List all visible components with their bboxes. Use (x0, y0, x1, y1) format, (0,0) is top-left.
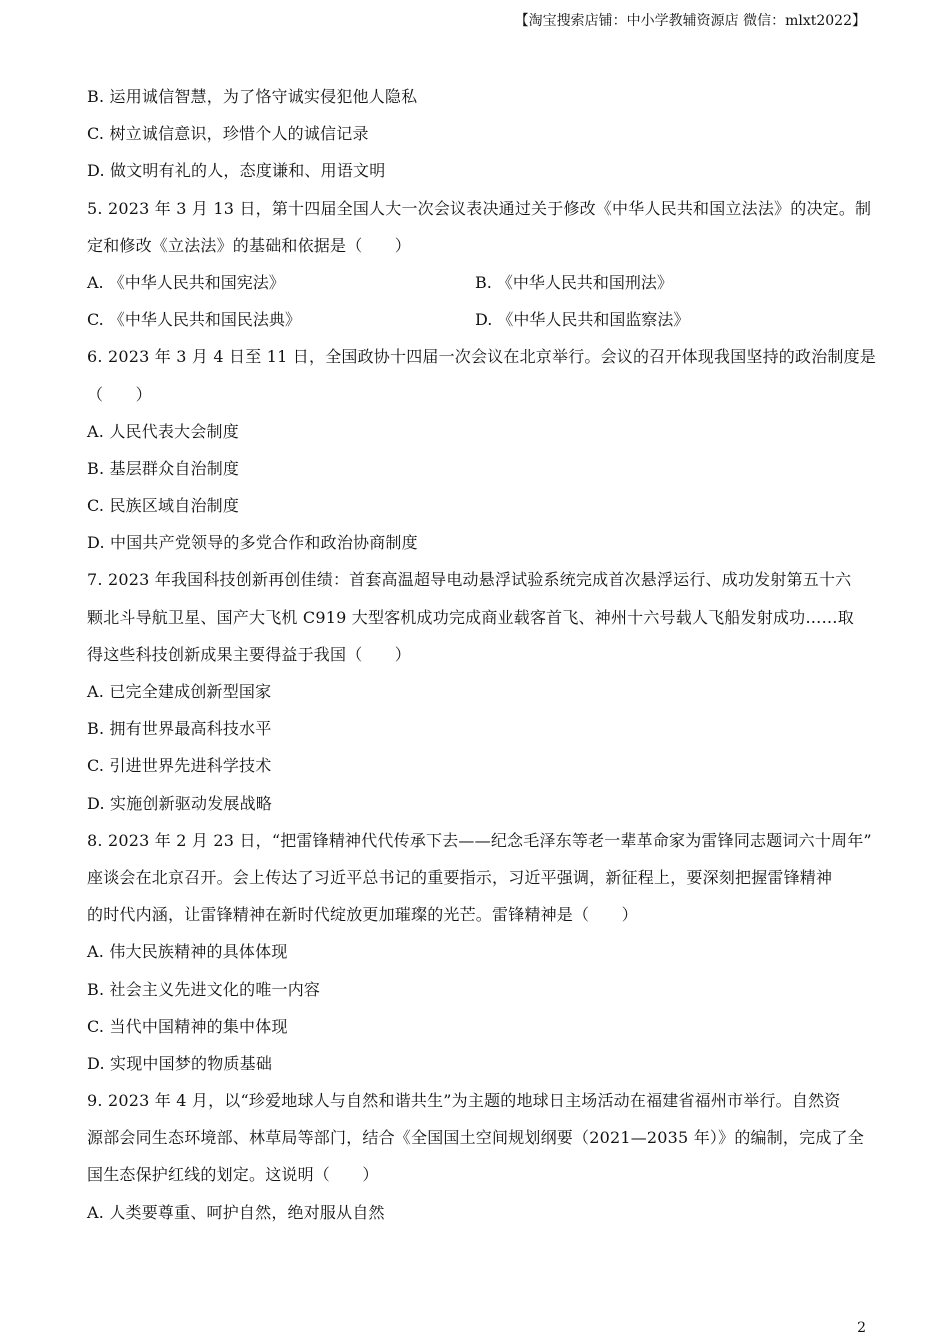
question-5-option-a: A. 《中华人民共和国宪法》 (87, 272, 285, 292)
question-7-stem-cont: 颗北斗导航卫星、国产大飞机 C919 大型客机成功完成商业载客首飞、神州十六号载人飞船发射成功……取 (87, 607, 854, 627)
question-7-stem: 7. 2023 年我国科技创新再创佳绩：首套高温超导电动悬浮试验系统完成首次悬浮运行、成功发射第五十六 (87, 570, 852, 590)
question-8-option-d: D. 实现中国梦的物质基础 (87, 1053, 273, 1073)
question-5-stem: 5. 2023 年 3 月 13 日，第十四届全国人大一次会议表决通过关于修改《中华人民共和国立法法》的决定。制 (87, 198, 872, 218)
question-7-stem-end: 得这些科技创新成果主要得益于我国（ ） (87, 644, 412, 664)
question-9-stem-cont: 源部会同生态环境部、林草局等部门，结合《全国国土空间规划纲要（2021—2035 年）》的编制，完成了全 (87, 1128, 864, 1148)
option-b: B. 运用诚信智慧，为了恪守诚实侵犯他人隐私 (87, 87, 418, 106)
question-6-stem-cont: （ ） (87, 384, 152, 404)
question-5-options-row-2 (87, 301, 867, 338)
question-5-options-row-1 (87, 264, 867, 301)
question-6-stem: 6. 2023 年 3 月 4 日至 11 日，全国政协十四届一次会议在北京举行。会议的召开体现我国坚持的政治制度是 (87, 347, 876, 367)
question-5-option-b: B. 《中华人民共和国刑法》 (475, 272, 673, 292)
question-8-option-a: A. 伟大民族精神的具体体现 (87, 942, 288, 962)
question-8-stem-cont: 座谈会在北京召开。会上传达了习近平总书记的重要指示，习近平强调，新征程上，要深刻把握雷锋精神 (87, 867, 833, 887)
question-9-stem-end: 国生态保护红线的划定。这说明（ ） (87, 1165, 379, 1185)
question-9-option-a: A. 人类要尊重、呵护自然，绝对服从自然 (87, 1202, 385, 1222)
question-7-option-b: B. 拥有世界最高科技水平 (87, 719, 272, 739)
question-8-option-c: C. 当代中国精神的集中体现 (87, 1016, 288, 1036)
question-8-stem-end: 的时代内涵，让雷锋精神在新时代绽放更加璀璨的光芒。雷锋精神是（ ） (87, 905, 638, 925)
question-6-option-c: C. 民族区域自治制度 (87, 496, 240, 516)
question-7-option-c: C. 引进世界先进科学技术 (87, 756, 272, 776)
question-7-option-d: D. 实施创新驱动发展战略 (87, 793, 273, 813)
question-8-option-b: B. 社会主义先进文化的唯一内容 (87, 979, 321, 999)
option-d: D. 做文明有礼的人，态度谦和、用语文明 (87, 161, 386, 181)
question-5-option-d: D. 《中华人民共和国监察法》 (475, 310, 690, 330)
question-9-stem: 9. 2023 年 4 月，以“珍爱地球人与自然和谐共生”为主题的地球日主场活动在福建省福州市举行。自然资 (87, 1091, 841, 1111)
question-6-option-a: A. 人民代表大会制度 (87, 421, 239, 441)
question-7-option-a: A. 已完全建成创新型国家 (87, 682, 272, 701)
question-6-option-b: B. 基层群众自治制度 (87, 458, 240, 478)
option-c: C. 树立诚信意识，珍惜个人的诚信记录 (87, 124, 369, 144)
page-number: 2 (857, 1320, 866, 1336)
header-note: 【淘宝搜索店铺：中小学教辅资源店 微信：mlxt2022】 (514, 13, 866, 29)
question-5-stem-cont: 定和修改《立法法》的基础和依据是（ ） (87, 235, 412, 255)
question-8-stem: 8. 2023 年 2 月 23 日，“把雷锋精神代代传承下去——纪念毛泽东等老一辈革命家为雷锋同志题词六十周年” (87, 830, 872, 850)
question-5-option-c: C. 《中华人民共和国民法典》 (87, 310, 301, 330)
question-6-option-d: D. 中国共产党领导的多党合作和政治协商制度 (87, 533, 418, 553)
document-body (87, 78, 876, 1231)
